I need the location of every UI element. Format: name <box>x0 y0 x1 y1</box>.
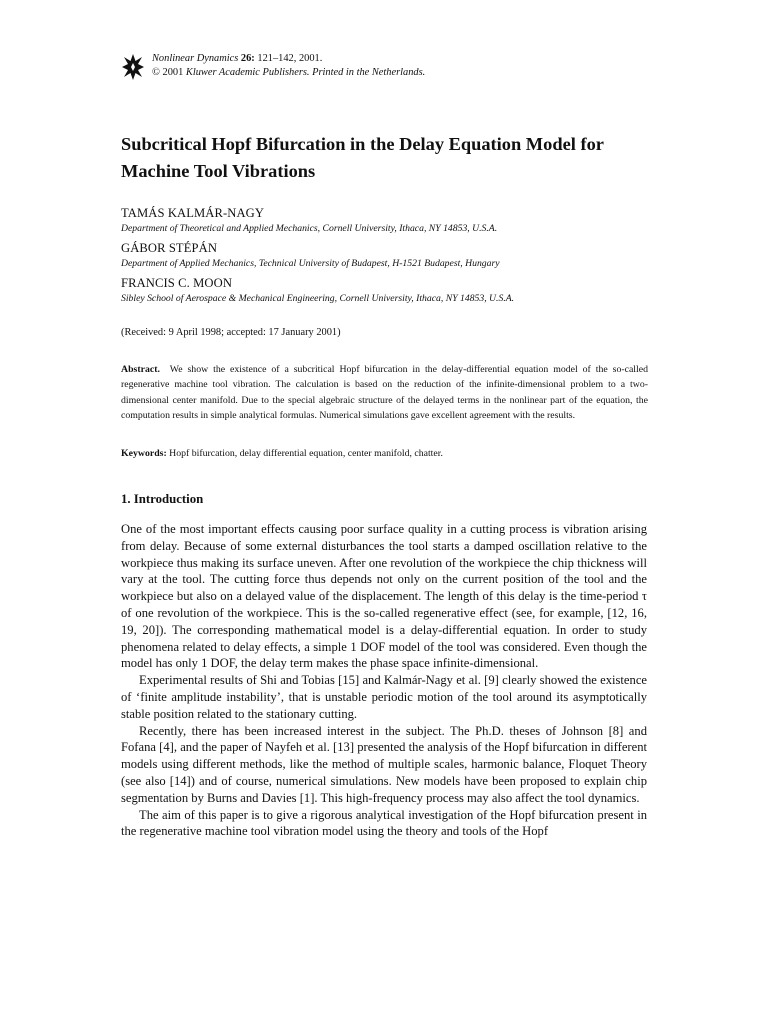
publisher-name: Kluwer Academic Publishers. <box>185 67 310 78</box>
section-heading: 1. Introduction <box>121 492 204 506</box>
paragraph: One of the most important effects causing poor surface quality in a cutting process is vibration arising from delay. Because of some external disturbances the tool starts a damped oscillation relative to the workpiece thus making its surface uneven. After one revolution of the workpiece the chip thickness will vary at the tool. The cutting force thus depends not only on the current position of the tool and the workpiece but also on a delayed value of the displacement. The length of this delay is the time-period τ of one revolution of the workpiece. This is the so-called regenerative effect (see, for example, [12, 16, 19, 20]). The corresponding mathematical model is a delay-differential equation. In order to study phenomena related to delay effects, a simple 1 DOF model of the tool was considered. Even though the model has only 1 DOF, the delay term makes the phase space infinite-dimensional. <box>121 522 647 671</box>
journal-pages: 121–142, 2001. <box>257 53 323 64</box>
journal-volume: 26: <box>240 53 255 64</box>
abstract-text: We show the existence of a subcritical Hopf bifurcation in the delay-differential equation model of the so-called regenerative machine tool vibration. The calculation is based on the reduction of the infinite-dimensional problem to a two-dimensional center manifold. Due to the special algebraic structure of the delayed terms in the nonlinear part of the equation, the computation results in simple analytical formulas. Numerical simulations gave excellent agreement with the results. <box>121 364 648 422</box>
author-block <box>121 240 661 270</box>
received-dates: (Received: 9 April 1998; accepted: 17 January 2001) <box>121 327 341 338</box>
author-name: FRANCIS C. MOON <box>121 276 233 290</box>
author-affiliation: Department of Applied Mechanics, Technical University of Budapest, H-1521 Budapest, Hungary <box>121 258 500 269</box>
paragraph: The aim of this paper is to give a rigorous analytical investigation of the Hopf bifurcation present in the regenerative machine tool vibration model using the theory and tools of the Hopf <box>121 807 647 839</box>
copyright-line <box>152 66 425 80</box>
author-block <box>121 275 661 305</box>
keywords-text: Hopf bifurcation, delay differential equation, center manifold, chatter. <box>169 448 443 459</box>
keywords-label: Keywords: <box>121 448 167 459</box>
printed-note: Printed in the Netherlands. <box>312 67 426 78</box>
paper-title: Subcritical Hopf Bifurcation in the Delay Equation Model for Machine Tool Vibrations <box>121 134 604 181</box>
kluwer-logo-icon <box>121 53 145 81</box>
author-block <box>121 205 661 235</box>
abstract <box>121 362 648 424</box>
keywords <box>121 447 443 461</box>
author-affiliation: Sibley School of Aerospace & Mechanical Engineering, Cornell University, Ithaca, NY 14853, U.S.A. <box>121 293 515 304</box>
author-list <box>121 205 661 310</box>
copyright-year: 2001 <box>162 67 184 78</box>
journal-name: Nonlinear Dynamics <box>152 53 239 64</box>
author-name: TAMÁS KALMÁR-NAGY <box>121 206 265 220</box>
abstract-label: Abstract. <box>121 364 160 375</box>
copyright-symbol: © <box>152 67 160 78</box>
paragraph: Recently, there has been increased interest in the subject. The Ph.D. theses of Johnson [8] and Fofana [4], and the paper of Nayfeh et al. [13] presented the analysis of the Hopf bifurcation in different models using different methods, like the method of multiple scales, harmonic balance, Floquet Theory (see also [14]) and of course, numerical simulations. New models have been proposed to explain chip segmentation by Burns and Davies [1]. This high-frequency process may also affect the tool dynamics. <box>121 723 647 805</box>
author-name: GÁBOR STÉPÁN <box>121 241 218 255</box>
section-body <box>121 521 647 840</box>
journal-citation <box>152 52 425 66</box>
author-affiliation: Department of Theoretical and Applied Mechanics, Cornell University, Ithaca, NY 14853, U.S.A. <box>121 223 498 234</box>
paragraph: Experimental results of Shi and Tobias [15] and Kalmár-Nagy et al. [9] clearly showed the existence of ‘finite amplitude instability’, that is unstable periodic motion of the tool around its asymptotically stable position related to the stationary cutting. <box>121 673 647 721</box>
